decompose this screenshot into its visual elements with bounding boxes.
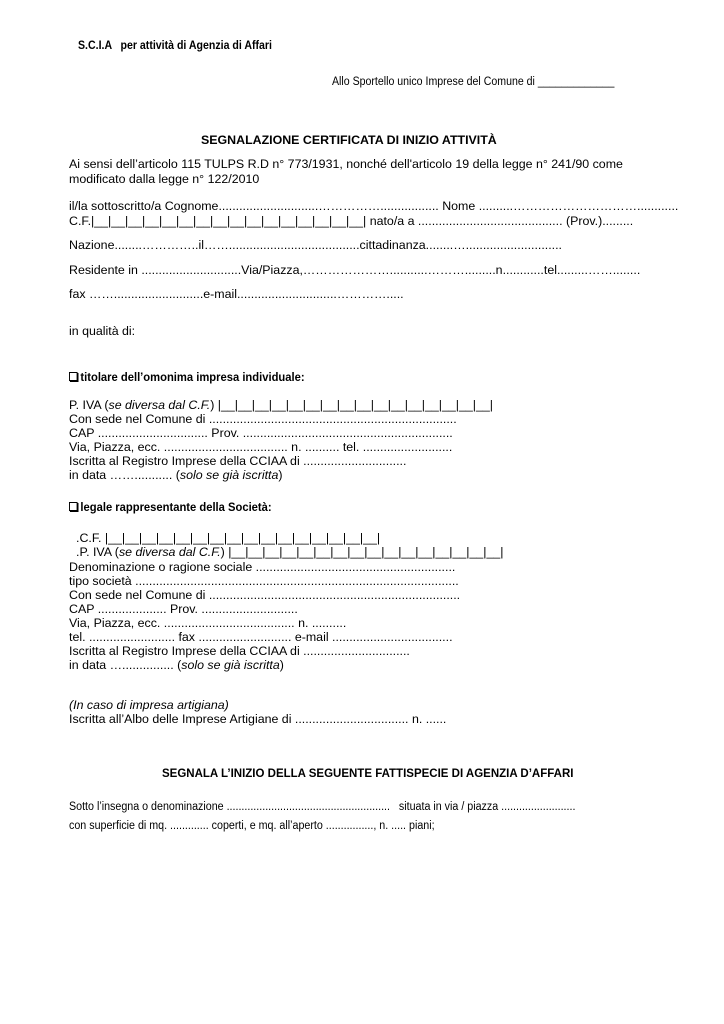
document-header-title: S.C.I.A per attività di Agenzia di Affari xyxy=(78,40,273,52)
addressee-line: Allo Sportello unico Imprese del Comune di _____________ xyxy=(332,76,615,88)
personal-fax-line: fax ……..........................e-mail.............................…………..... xyxy=(69,287,404,301)
personal-nation-line: Nazione........…………..il……......................................cittadinanza........…............................ xyxy=(69,238,563,252)
titolare-data-prefix: in data ……........... ( xyxy=(69,468,180,482)
titolare-heading-label: titolare dell’omonima impresa individuale: xyxy=(80,370,305,384)
titolare-piva-prefix: P. IVA ( xyxy=(69,398,109,412)
legale-registro-line: Iscritta al Registro Imprese della CCIAA di ............................... xyxy=(69,644,410,658)
legale-cap-line: CAP .................... Prov. ............................ xyxy=(69,602,298,616)
legale-tipo-line: tipo società .............................................................................................. xyxy=(69,574,459,588)
titolare-piva-italic: se diversa dal C.F. xyxy=(108,398,211,412)
legale-data-prefix: in data …............... ( xyxy=(69,658,182,672)
intro-line-2: modificato dalla legge n° 122/2010 xyxy=(69,172,260,186)
personal-name-line: il/la sottoscritto/a Cognome.............................……………................. Nome ..........…………………………............ xyxy=(69,199,679,213)
legale-sede-line: Con sede nel Comune di ......................................................................... xyxy=(69,588,461,602)
titolare-data-italic: solo se già iscritta xyxy=(179,468,279,482)
titolare-data-suffix: ) xyxy=(278,468,283,482)
titolare-registro-line: Iscritta al Registro Imprese della CCIAA di .............................. xyxy=(69,454,407,468)
legale-denominazione-line: Denominazione o ragione sociale .......................................................... xyxy=(69,560,456,574)
legale-cf-line: .C.F. |__|__|__|__|__|__|__|__|__|__|__|__|__|__|__|__| xyxy=(76,531,381,545)
legale-heading-label: legale rappresentante della Società: xyxy=(80,500,272,514)
main-title: SEGNALAZIONE CERTIFICATA DI INIZIO ATTIVITÀ xyxy=(201,133,497,147)
legale-tel-line: tel. ......................... fax ........................... e-mail ................................... xyxy=(69,630,453,644)
legale-heading xyxy=(69,500,272,515)
personal-cf-line: C.F.|__|__|__|__|__|__|__|__|__|__|__|__|__|__|__|__| nato/a a .......................................... (Prov.)......... xyxy=(69,214,634,228)
personal-residence-line: Residente in .............................Via/Piazza,…………………...........……….........n............tel.........……........ xyxy=(69,263,641,277)
artigiana-note: (In caso di impresa artigiana) xyxy=(69,698,229,712)
intro-line-1: Ai sensi dell’articolo 115 TULPS R.D n° 773/1931, nonché dell'articolo 19 della legge n° 241/90 come xyxy=(69,157,623,171)
legale-piva-boxes: ) |__|__|__|__|__|__|__|__|__|__|__|__|__|__|__|__| xyxy=(220,545,504,559)
titolare-cap-line: CAP ................................ Prov. ............................................................. xyxy=(69,426,453,440)
legale-data-italic: solo se già iscritta xyxy=(181,658,280,672)
legale-data-line xyxy=(69,658,284,673)
titolare-sede-line: Con sede nel Comune di ........................................................................ xyxy=(69,412,457,426)
qualita-label: in qualità di: xyxy=(69,324,136,338)
legale-data-suffix: ) xyxy=(279,658,284,672)
segnala-title: SEGNALA L’INIZIO DELLA SEGUENTE FATTISPECIE DI AGENZIA D’AFFARI xyxy=(162,768,574,780)
legale-piva-prefix: .P. IVA ( xyxy=(76,545,119,559)
artigiana-albo-line: Iscritta all’Albo delle Imprese Artigiane di ................................. n. ...... xyxy=(69,712,447,726)
legale-piva-line xyxy=(76,545,503,560)
legale-checkbox[interactable] xyxy=(69,502,78,511)
legale-via-line: Via, Piazza, ecc. ...................................... n. .......... xyxy=(69,616,347,630)
titolare-via-line: Via, Piazza, ecc. .................................... n. .......... tel. .......................... xyxy=(69,440,453,454)
legale-piva-italic: se diversa dal C.F. xyxy=(118,545,221,559)
titolare-checkbox[interactable] xyxy=(69,372,78,381)
superficie-line: con superficie di mq. ............. coperti, e mq. all’aperto ................, n. ..... piani; xyxy=(69,820,435,832)
titolare-piva-line xyxy=(69,398,493,413)
titolare-heading xyxy=(69,370,305,385)
insegna-line: Sotto l’insegna o denominazione ....................................................... situata in via / piazza ......................... xyxy=(69,801,576,813)
titolare-data-line xyxy=(69,468,283,483)
titolare-piva-boxes: ) |__|__|__|__|__|__|__|__|__|__|__|__|__|__|__|__| xyxy=(210,398,494,412)
